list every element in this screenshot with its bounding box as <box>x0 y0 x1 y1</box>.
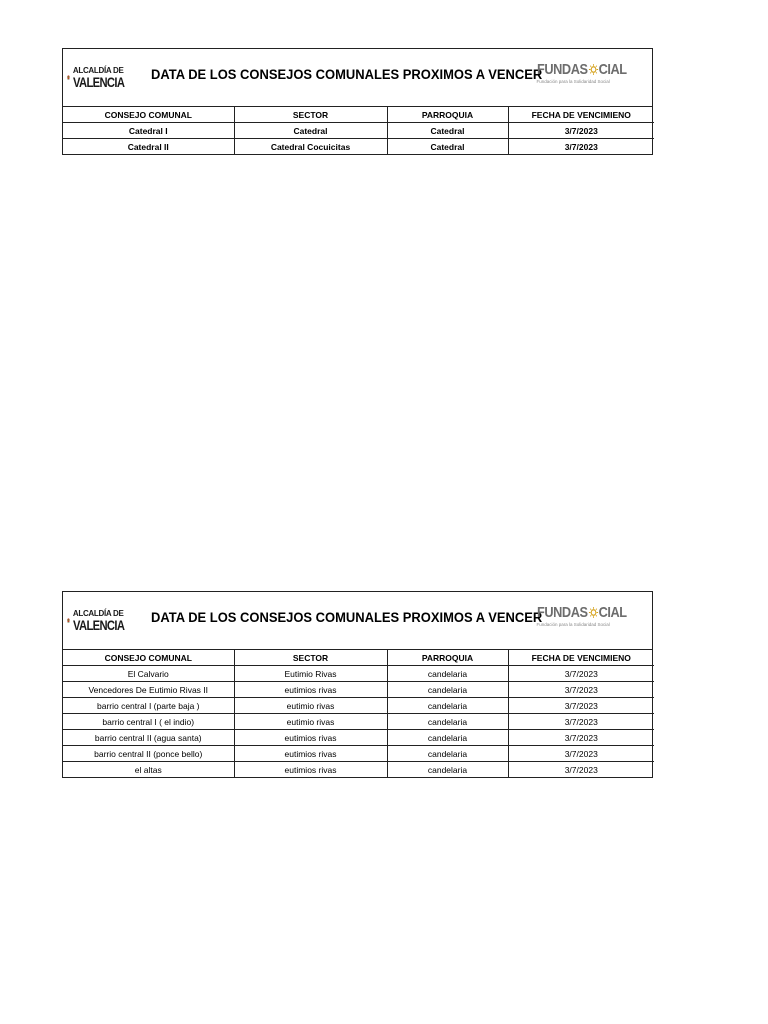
cell-consejo: Catedral II <box>63 139 234 155</box>
cell-parroquia: candelaria <box>387 762 508 778</box>
table-row <box>63 730 654 746</box>
logo-line-2: VALENCIA <box>72 617 125 633</box>
logo-line-1: ALCALDÍA DE <box>72 66 124 75</box>
council-sheet-2 <box>62 591 653 778</box>
cell-fecha: 3/7/2023 <box>508 698 654 714</box>
brand-tagline: Fundación para la Solidaridad Social <box>536 79 610 84</box>
council-sheet-1 <box>62 48 653 155</box>
cell-parroquia: candelaria <box>387 714 508 730</box>
table-row <box>63 123 654 139</box>
cell-sector: eutimios rivas <box>234 762 387 778</box>
brand-prefix: FUNDAS <box>536 604 588 621</box>
cell-sector: Catedral <box>234 123 387 139</box>
sheet-title: DATA DE LOS CONSEJOS COMUNALES PROXIMOS A VENCER <box>151 610 543 625</box>
cell-consejo: barrio central I ( el indio) <box>63 714 234 730</box>
crest-icon <box>67 63 70 93</box>
sheet-header <box>63 592 652 650</box>
header-consejo-comunal: CONSEJO COMUNAL <box>63 107 234 123</box>
header-fecha: FECHA DE VENCIMIENO <box>508 107 654 123</box>
cell-parroquia: Catedral <box>387 123 508 139</box>
cell-sector: eutimios rivas <box>234 730 387 746</box>
brand-suffix: CIAL <box>598 61 627 78</box>
logo-line-1: ALCALDÍA DE <box>72 609 124 618</box>
alcaldia-valencia-logo <box>67 57 137 99</box>
cell-consejo: El Calvario <box>63 666 234 682</box>
council-table <box>63 107 654 154</box>
fundasocial-logo <box>537 61 643 84</box>
cell-consejo: barrio central I (parte baja ) <box>63 698 234 714</box>
cell-consejo: Vencedores De Eutimio Rivas II <box>63 682 234 698</box>
header-sector: SECTOR <box>234 107 387 123</box>
cell-consejo: Catedral I <box>63 123 234 139</box>
table-row <box>63 746 654 762</box>
cell-parroquia: candelaria <box>387 698 508 714</box>
table-row <box>63 698 654 714</box>
cell-fecha: 3/7/2023 <box>508 682 654 698</box>
table-row <box>63 682 654 698</box>
cell-parroquia: candelaria <box>387 666 508 682</box>
cell-sector: Catedral Cocuicitas <box>234 139 387 155</box>
cell-sector: eutimios rivas <box>234 746 387 762</box>
cell-consejo: barrio central II (agua santa) <box>63 730 234 746</box>
sun-icon <box>588 64 597 75</box>
crest-icon <box>67 606 70 636</box>
table-header-row <box>63 107 654 123</box>
cell-consejo: barrio central II (ponce bello) <box>63 746 234 762</box>
cell-fecha: 3/7/2023 <box>508 746 654 762</box>
cell-fecha: 3/7/2023 <box>508 139 654 155</box>
cell-sector: eutimio rivas <box>234 714 387 730</box>
cell-parroquia: candelaria <box>387 682 508 698</box>
cell-fecha: 3/7/2023 <box>508 730 654 746</box>
cell-sector: eutimios rivas <box>234 682 387 698</box>
cell-sector: eutimio rivas <box>234 698 387 714</box>
table-row <box>63 714 654 730</box>
brand-prefix: FUNDAS <box>536 61 588 78</box>
cell-fecha: 3/7/2023 <box>508 123 654 139</box>
council-table <box>63 650 654 777</box>
header-sector: SECTOR <box>234 650 387 666</box>
cell-fecha: 3/7/2023 <box>508 666 654 682</box>
header-fecha: FECHA DE VENCIMIENO <box>508 650 654 666</box>
sun-icon <box>588 607 597 618</box>
table-row <box>63 666 654 682</box>
table-row <box>63 139 654 155</box>
cell-sector: Eutimio Rivas <box>234 666 387 682</box>
cell-parroquia: Catedral <box>387 139 508 155</box>
brand-tagline: Fundación para la Solidaridad Social <box>536 622 610 627</box>
header-parroquia: PARROQUIA <box>387 107 508 123</box>
fundasocial-logo <box>537 604 643 627</box>
alcaldia-valencia-logo <box>67 600 137 642</box>
sheet-title: DATA DE LOS CONSEJOS COMUNALES PROXIMOS A VENCER <box>151 67 543 82</box>
table-row <box>63 762 654 778</box>
logo-line-2: VALENCIA <box>72 74 125 90</box>
cell-fecha: 3/7/2023 <box>508 714 654 730</box>
header-consejo-comunal: CONSEJO COMUNAL <box>63 650 234 666</box>
cell-parroquia: candelaria <box>387 746 508 762</box>
cell-consejo: el altas <box>63 762 234 778</box>
sheet-header <box>63 49 652 107</box>
header-parroquia: PARROQUIA <box>387 650 508 666</box>
table-header-row <box>63 650 654 666</box>
cell-fecha: 3/7/2023 <box>508 762 654 778</box>
cell-parroquia: candelaria <box>387 730 508 746</box>
brand-suffix: CIAL <box>598 604 627 621</box>
